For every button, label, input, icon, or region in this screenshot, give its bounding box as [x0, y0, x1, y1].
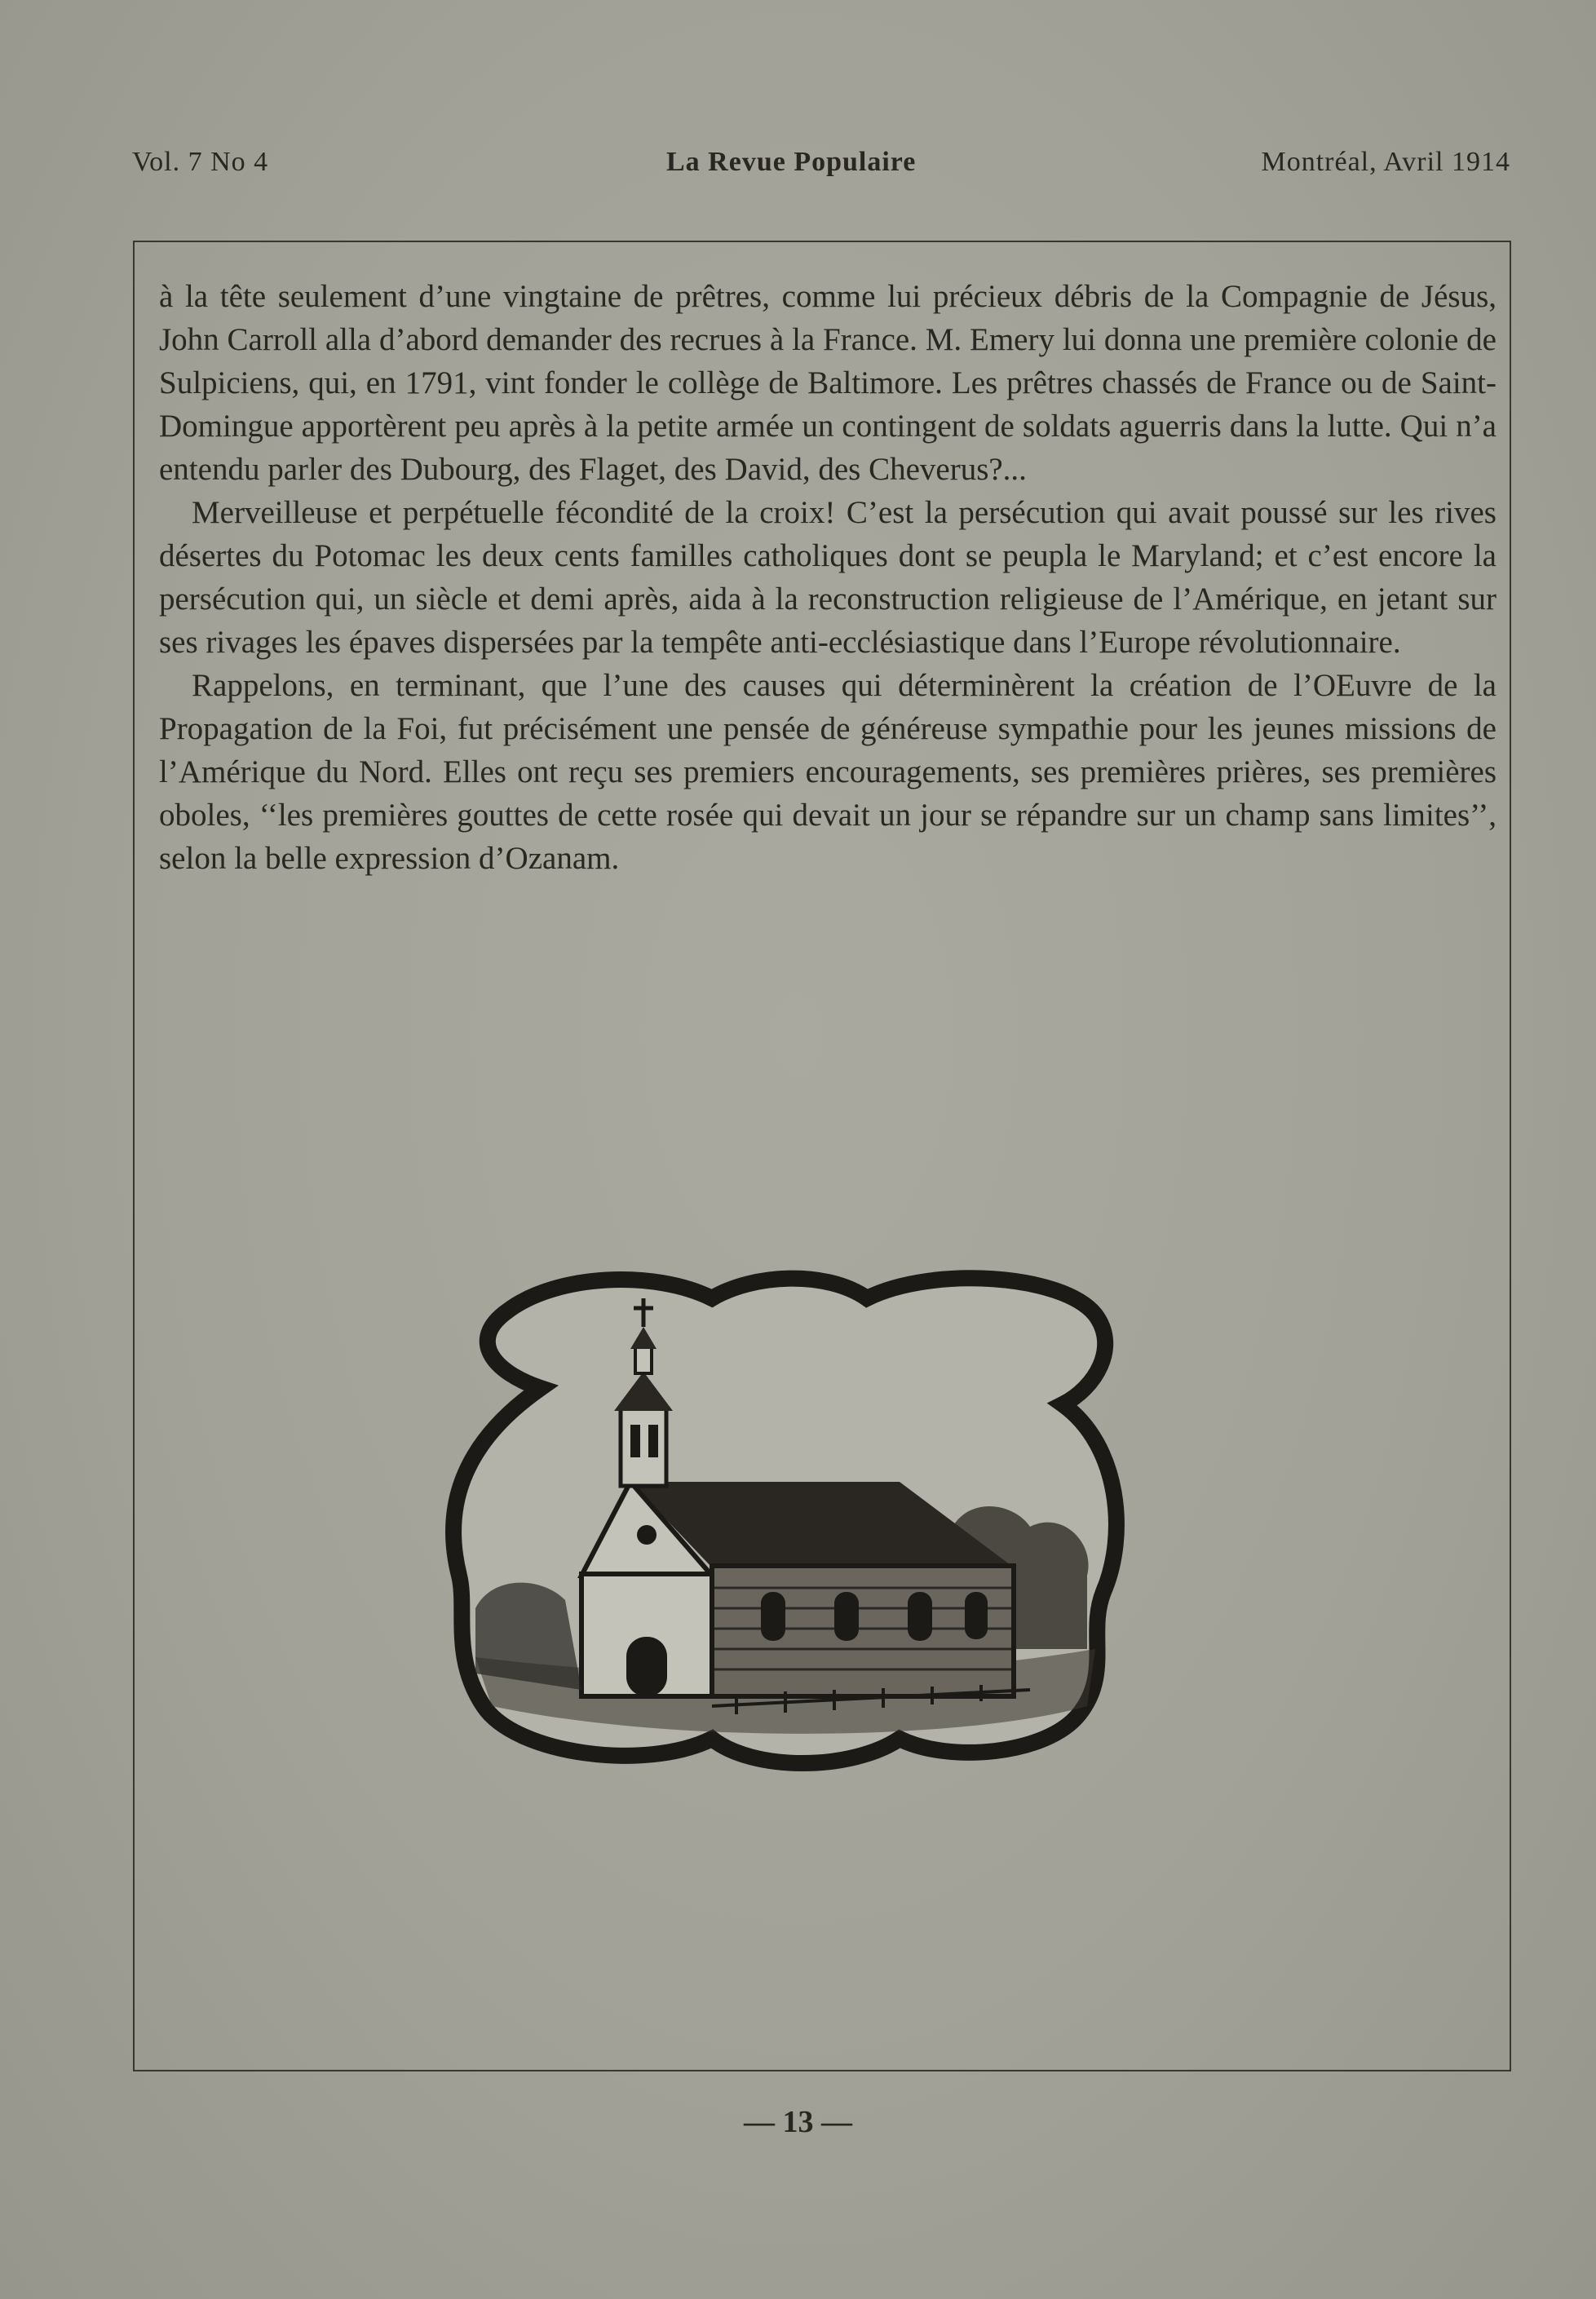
- issue-date: Montréal, Avril 1914: [1261, 147, 1510, 177]
- paragraph-3: Rappelons, en terminant, que l’une des causes qui déterminèrent la création de l’OEuvre de la Propagation de la Foi, fut précisément une pensée de généreuse sympathie pour les jeunes missions de l’Amérique du Nord. Elles ont reçu ses premiers encouragements, ses premières prières, ses premières oboles, ‘‘les premières gouttes de cette rosée qui devait un jour se répandre sur un champ sans limites’’, selon la belle expression d’Ozanam.: [159, 668, 1497, 876]
- text-frame: [133, 241, 1511, 2071]
- volume-number: Vol. 7 No 4: [132, 147, 269, 177]
- page-number: — 13 —: [744, 2105, 852, 2139]
- journal-title: La Revue Populaire: [666, 147, 917, 177]
- church-illustration: [443, 1266, 1128, 1780]
- running-header: [132, 147, 1510, 188]
- paragraph-1: à la tête seulement d’une vingtaine de prêtres, comme lui précieux débris de la Compagnie de Jésus, John Carroll alla d’abord demander des recrues à la France. M. Emery lui donna une première colonie de Sulpiciens, qui, en 1791, vint fonder le collège de Baltimore. Les prêtres chassés de France ou de Saint-Domingue apportèrent peu après à la petite armée un contingent de soldats aguerris dans la lutte. Qui n’a entendu parler des Dubourg, des Flaget, des David, des Cheverus?...: [159, 279, 1497, 487]
- paragraph-2: Merveilleuse et perpétuelle fécondité de la croix! C’est la persécution qui avait poussé sur les rives désertes du Potomac les deux cents familles catholiques dont se peupla le Maryland; et c’est encore la persécution qui, un siècle et demi après, aida à la reconstruction religieuse de l’Amérique, en jetant sur ses rivages les épaves dispersées par la tempête anti-ecclésiastique dans l’Europe révolutionnaire.: [159, 495, 1497, 660]
- article-body: [159, 275, 1497, 880]
